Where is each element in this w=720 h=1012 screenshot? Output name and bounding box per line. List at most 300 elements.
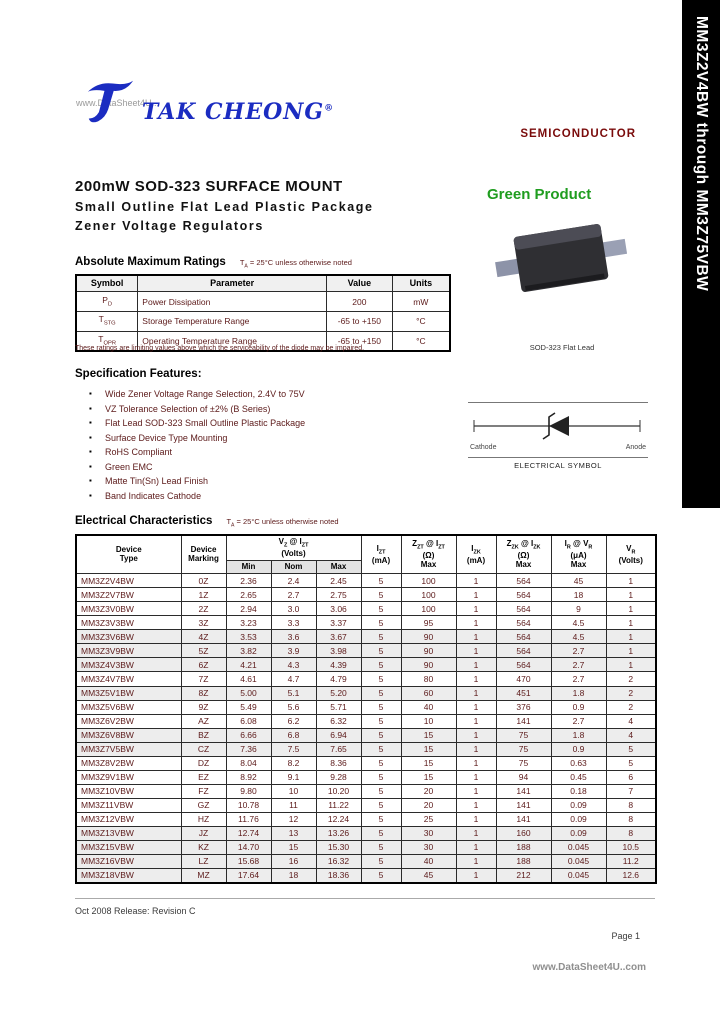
feature-item: ▪ Band Indicates Cathode xyxy=(75,489,475,504)
table-row xyxy=(76,756,656,770)
cell: MM3Z3V0BW xyxy=(76,602,181,616)
cell: 5 xyxy=(361,658,401,672)
table-row xyxy=(76,854,656,868)
cell: 376 xyxy=(496,700,551,714)
zener-diode-symbol-icon xyxy=(468,428,646,445)
cell: 1.8 xyxy=(551,686,606,700)
cell: 2.7 xyxy=(551,714,606,728)
cell: 3.53 xyxy=(226,630,271,644)
cell: MM3Z18VBW xyxy=(76,868,181,883)
cell: 5.00 xyxy=(226,686,271,700)
cell: Operating Temperature Range xyxy=(138,331,327,351)
cell: 75 xyxy=(496,728,551,742)
cell: 8.2 xyxy=(271,756,316,770)
abs-max-condition: $T_A = 25^\circ C$ unless otherwise noted xyxy=(239,258,352,270)
col-units: Units xyxy=(392,275,450,292)
cell: 12.74 xyxy=(226,826,271,840)
cell: 4.7 xyxy=(271,672,316,686)
cell: 13.26 xyxy=(316,826,361,840)
division-label: SEMICONDUCTOR xyxy=(520,128,636,140)
cell: 8.04 xyxy=(226,756,271,770)
col-ir: $I_R$ @ $V_R$ (μA) Max xyxy=(551,535,606,574)
abs-max-header-row xyxy=(76,275,450,292)
cell: 5.1 xyxy=(271,686,316,700)
cell: 15 xyxy=(401,770,456,784)
cell: 564 xyxy=(496,658,551,672)
cell: 2.4 xyxy=(271,574,316,588)
table-row xyxy=(76,826,656,840)
cell: MM3Z2V4BW xyxy=(76,574,181,588)
cell: 5 xyxy=(361,812,401,826)
features-list xyxy=(75,387,475,503)
cell: 5 xyxy=(606,742,656,756)
part-range-vertical-label: MM3Z2V4BW through MM3Z75VBW xyxy=(693,16,710,292)
cell: 2.7 xyxy=(551,658,606,672)
cell: 2.36 xyxy=(226,574,271,588)
cell: 0Z xyxy=(181,574,226,588)
table-row xyxy=(76,686,656,700)
table-row xyxy=(76,700,656,714)
cell: 1 xyxy=(606,574,656,588)
cell: 15.68 xyxy=(226,854,271,868)
cell: 5 xyxy=(361,714,401,728)
side-strip xyxy=(682,0,720,508)
cell: 6.94 xyxy=(316,728,361,742)
col-izt: $I_{ZT}$ (mA) xyxy=(361,535,401,574)
cell: 3.0 xyxy=(271,602,316,616)
cell: 141 xyxy=(496,812,551,826)
cell: 40 xyxy=(401,700,456,714)
cell: 4Z xyxy=(181,630,226,644)
cell: 0.9 xyxy=(551,700,606,714)
cell: 4.5 xyxy=(551,616,606,630)
cell: 6Z xyxy=(181,658,226,672)
title-block xyxy=(75,178,374,233)
col-value: Value xyxy=(327,275,393,292)
cell: -65 to +150 xyxy=(327,311,393,331)
cell: 10.78 xyxy=(226,798,271,812)
cell: 2.7 xyxy=(551,644,606,658)
cell: 564 xyxy=(496,616,551,630)
cell: 5.71 xyxy=(316,700,361,714)
cell: 3.82 xyxy=(226,644,271,658)
col-parameter: Parameter xyxy=(138,275,327,292)
green-product-badge: Green Product xyxy=(487,186,592,203)
cell: 4.61 xyxy=(226,672,271,686)
cell: 1 xyxy=(606,658,656,672)
cell: 2.65 xyxy=(226,588,271,602)
cell: 17.64 xyxy=(226,868,271,883)
brand-name: TAK CHEONG® xyxy=(142,99,335,125)
cell: $P_D$ xyxy=(76,292,138,312)
cell: 90 xyxy=(401,644,456,658)
abs-max-section xyxy=(75,256,453,352)
cell: 40 xyxy=(401,854,456,868)
cell: 10.5 xyxy=(606,840,656,854)
electrical-symbol-figure xyxy=(468,402,648,470)
table-row xyxy=(76,840,656,854)
cathode-label: Cathode xyxy=(470,444,497,451)
cell: 2.7 xyxy=(271,588,316,602)
cell: 7Z xyxy=(181,672,226,686)
cell: 1 xyxy=(606,616,656,630)
cell: 16.32 xyxy=(316,854,361,868)
cell: KZ xyxy=(181,840,226,854)
cell: 5 xyxy=(361,700,401,714)
cell: 3Z xyxy=(181,616,226,630)
cell: 4.5 xyxy=(551,630,606,644)
col-zzk: $Z_{ZK}$ @ $I_{ZK}$ (Ω) Max xyxy=(496,535,551,574)
cell: 451 xyxy=(496,686,551,700)
cell: 60 xyxy=(401,686,456,700)
cell: 11.22 xyxy=(316,798,361,812)
feature-item: ▪ VZ Tolerance Selection of ±2% (B Series) xyxy=(75,402,475,417)
cell: 11.2 xyxy=(606,854,656,868)
cell: 75 xyxy=(496,756,551,770)
cell: 1 xyxy=(456,672,496,686)
cell: 5 xyxy=(361,686,401,700)
cell: 100 xyxy=(401,574,456,588)
cell: DZ xyxy=(181,756,226,770)
cell: 5.49 xyxy=(226,700,271,714)
cell: 5 xyxy=(361,840,401,854)
cell: 0.09 xyxy=(551,812,606,826)
anode-label: Anode xyxy=(625,444,646,451)
cell: 1 xyxy=(606,630,656,644)
cell: °C xyxy=(392,331,450,351)
cell: MM3Z13VBW xyxy=(76,826,181,840)
elec-tbody xyxy=(76,574,656,883)
cell: 5 xyxy=(361,644,401,658)
cell: 564 xyxy=(496,574,551,588)
registered-mark: ® xyxy=(324,103,335,114)
cell: MM3Z3V6BW xyxy=(76,630,181,644)
table-row xyxy=(76,798,656,812)
cell: 0.045 xyxy=(551,854,606,868)
cell: MM3Z15VBW xyxy=(76,840,181,854)
cell: 212 xyxy=(496,868,551,883)
cell: MM3Z11VBW xyxy=(76,798,181,812)
abs-max-row xyxy=(76,292,450,312)
cell: 1 xyxy=(456,854,496,868)
cell: 45 xyxy=(551,574,606,588)
cell: 7.65 xyxy=(316,742,361,756)
col-vz-max: Max xyxy=(316,560,361,573)
cell: 45 xyxy=(401,868,456,883)
cell: 4.79 xyxy=(316,672,361,686)
release-note: Oct 2008 Release: Revision C xyxy=(75,906,196,916)
cell: 5 xyxy=(361,588,401,602)
cell: 160 xyxy=(496,826,551,840)
cell: 1 xyxy=(456,588,496,602)
cell: 15 xyxy=(401,756,456,770)
feature-item: ▪ Wide Zener Voltage Range Selection, 2.4V to 75V xyxy=(75,387,475,402)
cell: 0.09 xyxy=(551,798,606,812)
cell: MM3Z8V2BW xyxy=(76,756,181,770)
page-title: 200mW SOD-323 SURFACE MOUNT xyxy=(75,178,343,195)
cell: 8.92 xyxy=(226,770,271,784)
cell: 25 xyxy=(401,812,456,826)
cell: 4.3 xyxy=(271,658,316,672)
cell: JZ xyxy=(181,826,226,840)
col-zzt: $Z_{ZT}$ @ $I_{ZT}$ (Ω) Max xyxy=(401,535,456,574)
features-heading: Specification Features: xyxy=(75,368,202,380)
cell: 6.08 xyxy=(226,714,271,728)
col-vz: $V_Z$ @ $I_{ZT}$ (Volts) xyxy=(226,535,361,561)
cell: 1 xyxy=(456,840,496,854)
cell: 5 xyxy=(606,756,656,770)
cell: 2.45 xyxy=(316,574,361,588)
cell: 9 xyxy=(551,602,606,616)
cell: 3.06 xyxy=(316,602,361,616)
table-row xyxy=(76,658,656,672)
cell: 5 xyxy=(361,630,401,644)
table-row xyxy=(76,742,656,756)
cell: 90 xyxy=(401,658,456,672)
cell: 2 xyxy=(606,700,656,714)
cell: 2.94 xyxy=(226,602,271,616)
feature-item: ▪ Flat Lead SOD-323 Small Outline Plastic Package xyxy=(75,416,475,431)
table-row xyxy=(76,672,656,686)
cell: 188 xyxy=(496,840,551,854)
col-vr: $V_R$ (Volts) xyxy=(606,535,656,574)
cell: 1 xyxy=(456,812,496,826)
cell: 80 xyxy=(401,672,456,686)
cell: 0.9 xyxy=(551,742,606,756)
feature-item: ▪ Surface Device Type Mounting xyxy=(75,431,475,446)
cell: 141 xyxy=(496,714,551,728)
page-number: Page 1 xyxy=(611,931,640,941)
cell: 3.98 xyxy=(316,644,361,658)
cell: AZ xyxy=(181,714,226,728)
brand-logo-icon xyxy=(84,78,136,131)
cell: 100 xyxy=(401,588,456,602)
cell: MM3Z12VBW xyxy=(76,812,181,826)
abs-max-heading: Absolute Maximum Ratings xyxy=(75,256,226,268)
cell: 8Z xyxy=(181,686,226,700)
col-vz-nom: Nom xyxy=(271,560,316,573)
cell: 6.32 xyxy=(316,714,361,728)
features-section xyxy=(75,368,475,503)
cell: Power Dissipation xyxy=(138,292,327,312)
cell: 1 xyxy=(456,714,496,728)
page-subtitle-1: Small Outline Flat Lead Plastic Package xyxy=(75,200,374,214)
abs-max-table xyxy=(75,274,451,353)
cell: 1 xyxy=(606,602,656,616)
col-device-marking: Device Marking xyxy=(181,535,226,574)
cell: 564 xyxy=(496,644,551,658)
table-row xyxy=(76,812,656,826)
cell: MM3Z4V3BW xyxy=(76,658,181,672)
cell: 0.045 xyxy=(551,868,606,883)
cell: 2.7 xyxy=(551,672,606,686)
cell: 5 xyxy=(361,616,401,630)
feature-item: ▪ Matte Tin(Sn) Lead Finish xyxy=(75,474,475,489)
brand-logo xyxy=(84,78,334,131)
cell: 15 xyxy=(401,742,456,756)
cell: 20 xyxy=(401,798,456,812)
cell: 12.6 xyxy=(606,868,656,883)
cell: MM3Z6V2BW xyxy=(76,714,181,728)
cell: 9.1 xyxy=(271,770,316,784)
cell: 5.6 xyxy=(271,700,316,714)
elec-heading: Electrical Characteristics xyxy=(75,515,213,527)
cell: 9.28 xyxy=(316,770,361,784)
cell: 4 xyxy=(606,728,656,742)
cell: 5 xyxy=(361,784,401,798)
cell: 1 xyxy=(456,574,496,588)
cell: 5 xyxy=(361,602,401,616)
cell: 1 xyxy=(456,826,496,840)
cell: CZ xyxy=(181,742,226,756)
table-row xyxy=(76,602,656,616)
feature-item: ▪ Green EMC xyxy=(75,460,475,475)
col-device-type: Device Type xyxy=(76,535,181,574)
cell: Storage Temperature Range xyxy=(138,311,327,331)
footer-divider xyxy=(75,898,655,899)
cell: 5 xyxy=(361,728,401,742)
cell: 5.20 xyxy=(316,686,361,700)
cell: 10.20 xyxy=(316,784,361,798)
cell: 8 xyxy=(606,812,656,826)
cell: 4 xyxy=(606,714,656,728)
cell: 16 xyxy=(271,854,316,868)
abs-max-tbody xyxy=(76,292,450,351)
cell: 470 xyxy=(496,672,551,686)
cell: 1 xyxy=(456,602,496,616)
cell: 20 xyxy=(401,784,456,798)
table-row xyxy=(76,588,656,602)
cell: 2 xyxy=(606,686,656,700)
cell: 18 xyxy=(551,588,606,602)
cell: 0.045 xyxy=(551,840,606,854)
cell: 30 xyxy=(401,826,456,840)
cell: 1 xyxy=(456,658,496,672)
cell: 1 xyxy=(456,756,496,770)
cell: 1 xyxy=(456,742,496,756)
cell: 3.6 xyxy=(271,630,316,644)
cell: 9.80 xyxy=(226,784,271,798)
cell: 9Z xyxy=(181,700,226,714)
package-image xyxy=(495,208,627,312)
cell: 18 xyxy=(271,868,316,883)
cell: 5 xyxy=(361,672,401,686)
cell: 5 xyxy=(361,742,401,756)
cell: 15 xyxy=(401,728,456,742)
cell: MM3Z6V8BW xyxy=(76,728,181,742)
cell: 1 xyxy=(456,868,496,883)
col-izk: $I_{ZK}$ (mA) xyxy=(456,535,496,574)
cell: 8 xyxy=(606,798,656,812)
watermark-top: www.DataSheet4U... xyxy=(76,98,160,108)
cell: 15 xyxy=(271,840,316,854)
cell: 6 xyxy=(606,770,656,784)
cell: 7.36 xyxy=(226,742,271,756)
cell: MM3Z9V1BW xyxy=(76,770,181,784)
cell: 100 xyxy=(401,602,456,616)
cell: LZ xyxy=(181,854,226,868)
cell: MM3Z3V3BW xyxy=(76,616,181,630)
electrical-characteristics-table xyxy=(75,534,657,884)
cell: 0.45 xyxy=(551,770,606,784)
cell: 2Z xyxy=(181,602,226,616)
cell: $T_{OPR}$ xyxy=(76,331,138,351)
watermark-bottom: www.DataSheet4U..com xyxy=(532,962,646,973)
cell: 3.23 xyxy=(226,616,271,630)
cell: 2.75 xyxy=(316,588,361,602)
cell: 4.21 xyxy=(226,658,271,672)
cell: 5 xyxy=(361,756,401,770)
cell: 1.8 xyxy=(551,728,606,742)
cell: 1 xyxy=(456,686,496,700)
cell: MZ xyxy=(181,868,226,883)
cell: 2 xyxy=(606,672,656,686)
cell: 1 xyxy=(456,728,496,742)
electrical-symbol-caption: ELECTRICAL SYMBOL xyxy=(468,457,648,470)
cell: 1 xyxy=(456,770,496,784)
cell: 18.36 xyxy=(316,868,361,883)
abs-max-row xyxy=(76,311,450,331)
cell: 564 xyxy=(496,588,551,602)
table-row xyxy=(76,770,656,784)
cell: 200 xyxy=(327,292,393,312)
cell: MM3Z2V7BW xyxy=(76,588,181,602)
cell: 5 xyxy=(361,798,401,812)
col-vz-min: Min xyxy=(226,560,271,573)
table-row xyxy=(76,630,656,644)
page-subtitle-2: Zener Voltage Regulators xyxy=(75,219,264,233)
table-row xyxy=(76,644,656,658)
cell: 0.18 xyxy=(551,784,606,798)
cell: 6.2 xyxy=(271,714,316,728)
cell: 5Z xyxy=(181,644,226,658)
cell: 1 xyxy=(456,644,496,658)
cell: 90 xyxy=(401,630,456,644)
cell: 0.09 xyxy=(551,826,606,840)
cell: MM3Z10VBW xyxy=(76,784,181,798)
package-caption: SOD-323 Flat Lead xyxy=(529,343,595,352)
cell: mW xyxy=(392,292,450,312)
cell: 564 xyxy=(496,602,551,616)
cell: 5 xyxy=(361,770,401,784)
table-row xyxy=(76,714,656,728)
cell: 564 xyxy=(496,630,551,644)
cell: 30 xyxy=(401,840,456,854)
cell: 3.3 xyxy=(271,616,316,630)
cell: 3.67 xyxy=(316,630,361,644)
cell: 7.5 xyxy=(271,742,316,756)
cell: 188 xyxy=(496,854,551,868)
cell: 3.37 xyxy=(316,616,361,630)
cell: MM3Z3V9BW xyxy=(76,644,181,658)
cell: MM3Z16VBW xyxy=(76,854,181,868)
cell: 8.36 xyxy=(316,756,361,770)
cell: 1 xyxy=(606,588,656,602)
electrical-characteristics-section xyxy=(75,515,657,884)
cell: 4.39 xyxy=(316,658,361,672)
cell: $T_{STG}$ xyxy=(76,311,138,331)
cell: 1 xyxy=(456,784,496,798)
cell: 1Z xyxy=(181,588,226,602)
cell: 5 xyxy=(361,826,401,840)
table-row xyxy=(76,616,656,630)
cell: GZ xyxy=(181,798,226,812)
cell: MM3Z5V6BW xyxy=(76,700,181,714)
table-row xyxy=(76,728,656,742)
cell: 94 xyxy=(496,770,551,784)
cell: 141 xyxy=(496,798,551,812)
cell: 5 xyxy=(361,868,401,883)
